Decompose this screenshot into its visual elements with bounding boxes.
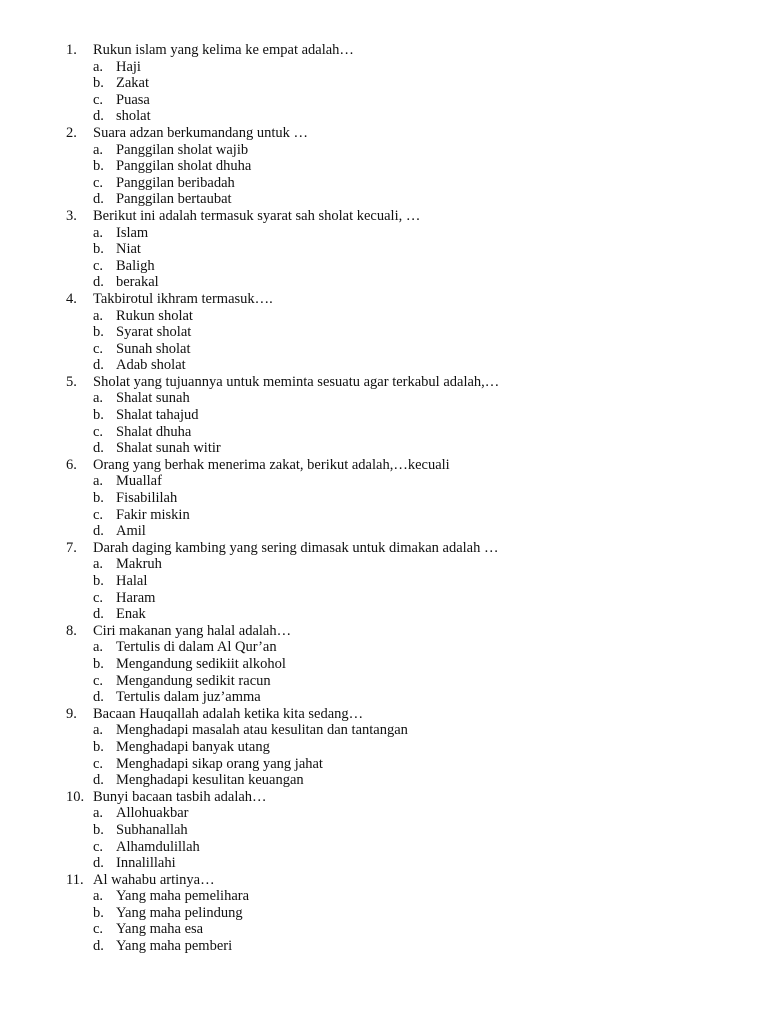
option-letter: c.: [93, 672, 104, 689]
option-letter: d.: [93, 689, 104, 706]
option-item: [66, 689, 726, 706]
option-item: [66, 772, 726, 789]
option-text: Yang maha pemberi: [116, 938, 233, 955]
question-item: [66, 706, 726, 789]
option-item: [66, 556, 726, 573]
question-list: [66, 42, 726, 955]
option-list: [66, 59, 726, 125]
option-text: Syarat sholat: [116, 324, 192, 341]
option-item: [66, 274, 726, 291]
option-item: [66, 921, 726, 938]
option-item: [66, 490, 726, 507]
option-item: [66, 756, 726, 773]
question-item: [66, 457, 726, 540]
question-line: [66, 374, 726, 391]
question-line: [66, 872, 726, 889]
question-line: [66, 623, 726, 640]
option-item: [66, 573, 726, 590]
option-item: [66, 507, 726, 524]
question-line: [66, 208, 726, 225]
option-text: Panggilan sholat wajib: [116, 141, 249, 158]
option-letter: a.: [93, 58, 104, 75]
option-item: [66, 108, 726, 125]
option-list: [66, 473, 726, 539]
option-item: [66, 855, 726, 872]
option-text: Muallaf: [116, 473, 162, 490]
option-letter: a.: [93, 390, 104, 407]
option-list: [66, 639, 726, 705]
option-text: Tertulis di dalam Al Qur’an: [116, 639, 277, 656]
option-list: [66, 888, 726, 954]
option-text: Haji: [116, 58, 141, 75]
option-item: [66, 241, 726, 258]
option-item: [66, 324, 726, 341]
option-text: Shalat dhuha: [116, 423, 192, 440]
option-item: [66, 523, 726, 540]
option-item: [66, 407, 726, 424]
option-letter: c.: [93, 257, 104, 274]
option-item: [66, 673, 726, 690]
option-item: [66, 142, 726, 159]
option-text: Adab sholat: [116, 357, 186, 374]
question-line: [66, 291, 726, 308]
question-item: [66, 42, 726, 125]
question-item: [66, 208, 726, 291]
question-line: [66, 457, 726, 474]
option-item: [66, 225, 726, 242]
option-letter: a.: [93, 473, 104, 490]
question-text: Rukun islam yang kelima ke empat adalah…: [93, 42, 354, 58]
question-number: 2.: [66, 124, 77, 141]
option-item: [66, 590, 726, 607]
option-text: Islam: [116, 224, 149, 241]
option-item: [66, 739, 726, 756]
question-number: 8.: [66, 622, 77, 639]
option-text: Subhanallah: [116, 821, 188, 838]
question-number: 7.: [66, 539, 77, 556]
question-item: [66, 125, 726, 208]
option-item: [66, 656, 726, 673]
question-number: 1.: [66, 42, 77, 58]
option-letter: b.: [93, 241, 104, 258]
option-item: [66, 938, 726, 955]
option-item: [66, 258, 726, 275]
question-item: [66, 623, 726, 706]
option-letter: d.: [93, 357, 104, 374]
option-text: Mengandung sedikiit alkohol: [116, 655, 286, 672]
option-text: Sunah sholat: [116, 340, 191, 357]
option-letter: b.: [93, 573, 104, 589]
option-text: Allohuakbar: [116, 805, 189, 822]
option-letter: a.: [93, 307, 104, 324]
option-item: [66, 158, 726, 175]
question-text: Takbirotul ikhram termasuk….: [93, 290, 273, 307]
option-text: Panggilan sholat dhuha: [116, 158, 252, 175]
option-letter: b.: [93, 75, 104, 92]
option-letter: a.: [93, 224, 104, 241]
question-text: Bunyi bacaan tasbih adalah…: [93, 788, 267, 805]
option-letter: c.: [93, 91, 104, 108]
question-line: [66, 125, 726, 142]
option-item: [66, 905, 726, 922]
option-letter: d.: [93, 440, 104, 457]
option-item: [66, 440, 726, 457]
option-letter: c.: [93, 174, 104, 191]
question-line: [66, 706, 726, 723]
question-number: 3.: [66, 207, 77, 224]
option-item: [66, 722, 726, 739]
question-text: Berikut ini adalah termasuk syarat sah sholat kecuali, …: [93, 207, 421, 224]
question-text: Darah daging kambing yang sering dimasak untuk dimakan adalah …: [93, 539, 499, 556]
option-letter: c.: [93, 755, 104, 772]
question-line: [66, 42, 726, 59]
option-letter: d.: [93, 606, 104, 623]
option-text: Menghadapi kesulitan keuangan: [116, 772, 304, 789]
option-item: [66, 175, 726, 192]
option-list: [66, 142, 726, 208]
option-letter: b.: [93, 490, 104, 507]
option-item: [66, 888, 726, 905]
option-letter: c.: [93, 423, 104, 440]
option-text: Mengandung sedikit racun: [116, 672, 271, 689]
option-item: [66, 473, 726, 490]
option-list: [66, 225, 726, 291]
option-letter: d.: [93, 772, 104, 789]
option-text: Shalat sunah: [116, 390, 190, 407]
option-letter: d.: [93, 523, 104, 540]
question-text: Bacaan Hauqallah adalah ketika kita sedang…: [93, 705, 364, 722]
option-text: Innalillahi: [116, 855, 176, 872]
option-text: Haram: [116, 589, 156, 606]
option-text: Yang maha esa: [116, 921, 204, 938]
option-text: Yang maha pemelihara: [116, 888, 250, 905]
option-text: Amil: [116, 523, 146, 540]
option-letter: a.: [93, 888, 104, 905]
option-item: [66, 75, 726, 92]
question-item: [66, 872, 726, 955]
option-letter: b.: [93, 407, 104, 424]
question-item: [66, 374, 726, 457]
option-text: Menghadapi sikap orang yang jahat: [116, 755, 323, 772]
option-text: Yang maha pelindung: [116, 904, 243, 921]
option-text: Enak: [116, 606, 146, 623]
question-text: Suara adzan berkumandang untuk …: [93, 124, 309, 141]
option-list: [66, 805, 726, 871]
option-letter: b.: [93, 158, 104, 175]
option-item: [66, 606, 726, 623]
option-text: Panggilan beribadah: [116, 174, 235, 191]
option-item: [66, 805, 726, 822]
option-letter: b.: [93, 324, 104, 341]
option-letter: c.: [93, 921, 104, 938]
option-text: Tertulis dalam juz’amma: [116, 689, 261, 706]
option-item: [66, 92, 726, 109]
option-text: Niat: [116, 241, 141, 258]
option-letter: b.: [93, 904, 104, 921]
option-letter: b.: [93, 821, 104, 838]
option-list: [66, 390, 726, 456]
option-text: Makruh: [116, 556, 162, 573]
option-item: [66, 424, 726, 441]
option-item: [66, 390, 726, 407]
option-letter: a.: [93, 722, 104, 739]
option-item: [66, 308, 726, 325]
option-list: [66, 556, 726, 622]
question-item: [66, 789, 726, 872]
question-item: [66, 540, 726, 623]
question-text: Al wahabu artinya…: [93, 871, 215, 888]
option-text: Shalat tahajud: [116, 407, 199, 424]
option-item: [66, 822, 726, 839]
question-line: [66, 789, 726, 806]
option-letter: a.: [93, 556, 104, 573]
option-letter: d.: [93, 855, 104, 872]
option-text: Menghadapi banyak utang: [116, 738, 270, 755]
option-letter: d.: [93, 274, 104, 291]
option-letter: c.: [93, 340, 104, 357]
option-item: [66, 839, 726, 856]
option-letter: d.: [93, 191, 104, 208]
option-letter: b.: [93, 655, 104, 672]
option-list: [66, 722, 726, 788]
option-letter: c.: [93, 838, 104, 855]
question-text: Sholat yang tujuannya untuk meminta sesuatu agar terkabul adalah,…: [93, 373, 500, 390]
option-list: [66, 308, 726, 374]
option-item: [66, 59, 726, 76]
option-letter: a.: [93, 805, 104, 822]
option-text: Rukun sholat: [116, 307, 193, 324]
option-item: [66, 639, 726, 656]
option-text: sholat: [116, 108, 151, 125]
option-letter: c.: [93, 589, 104, 606]
option-text: Panggilan bertaubat: [116, 191, 232, 208]
option-letter: a.: [93, 141, 104, 158]
option-text: Shalat sunah witir: [116, 440, 221, 457]
option-text: Fisabililah: [116, 490, 178, 507]
question-text: Ciri makanan yang halal adalah…: [93, 622, 292, 639]
question-item: [66, 291, 726, 374]
option-text: Baligh: [116, 257, 155, 274]
question-text: Orang yang berhak menerima zakat, berikut adalah,…kecuali: [93, 456, 450, 473]
option-item: [66, 357, 726, 374]
option-text: Fakir miskin: [116, 506, 190, 523]
option-text: Menghadapi masalah atau kesulitan dan tantangan: [116, 722, 408, 739]
question-number: 6.: [66, 456, 77, 473]
question-number: 11.: [66, 871, 84, 888]
option-text: Alhamdulillah: [116, 838, 200, 855]
option-text: Puasa: [116, 91, 150, 108]
question-number: 5.: [66, 373, 77, 390]
question-number: 9.: [66, 705, 77, 722]
option-text: Zakat: [116, 75, 150, 92]
question-number: 10.: [66, 788, 85, 805]
option-letter: d.: [93, 108, 104, 125]
option-letter: b.: [93, 738, 104, 755]
option-letter: c.: [93, 506, 104, 523]
option-text: Halal: [116, 573, 148, 589]
option-letter: a.: [93, 639, 104, 656]
option-text: berakal: [116, 274, 159, 291]
option-item: [66, 341, 726, 358]
question-line: [66, 540, 726, 557]
option-item: [66, 191, 726, 208]
question-number: 4.: [66, 290, 77, 307]
option-letter: d.: [93, 938, 104, 955]
